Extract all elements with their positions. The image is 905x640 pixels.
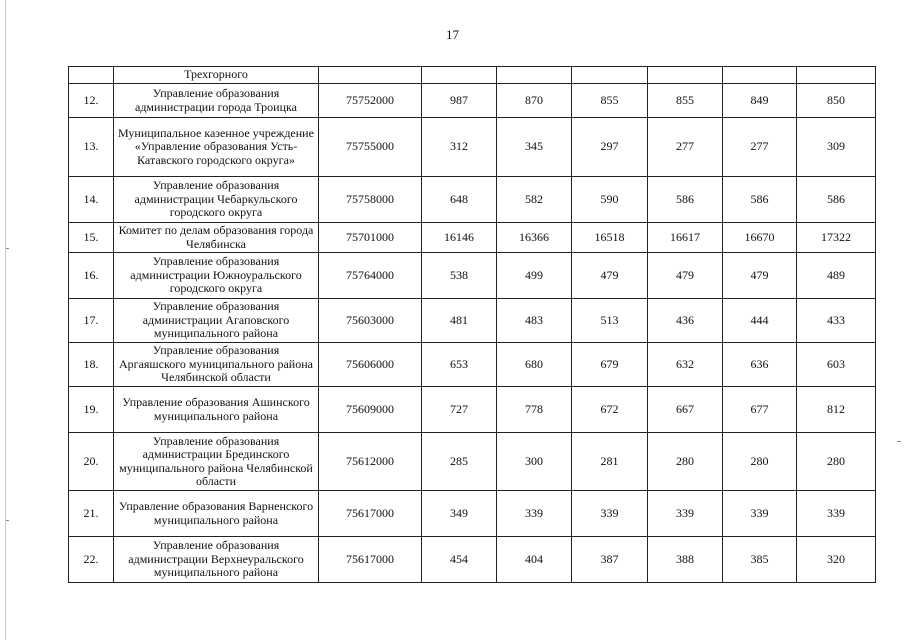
value-cell-v2: 339 [497, 491, 572, 537]
table-row [69, 67, 876, 84]
organization-name-cell: Управление образования администрации Верхнеуральского муниципального района [114, 537, 319, 583]
organization-name-cell: Трехгорного [114, 67, 319, 84]
value-cell-v6: 489 [797, 253, 876, 299]
organization-name-cell: Управление образования администрации города Троицка [114, 84, 319, 118]
organization-name-cell: Управление образования администрации Южноуральского городского округа [114, 253, 319, 299]
organization-name-cell: Управление образования Аргаяшского муниципального района Челябинской области [114, 343, 319, 387]
value-cell-v3: 672 [572, 387, 648, 433]
value-cell-v1: 538 [422, 253, 497, 299]
table-row [69, 433, 876, 491]
table-row [69, 387, 876, 433]
table-row [69, 118, 876, 177]
organization-name-cell: Управление образования Ашинского муниципального района [114, 387, 319, 433]
value-cell-v5: 586 [723, 177, 797, 223]
scan-mark [6, 248, 9, 249]
row-number-cell: 16. [69, 253, 114, 299]
value-cell-v2: 870 [497, 84, 572, 118]
value-cell-v1: 727 [422, 387, 497, 433]
value-cell-v4: 16617 [648, 223, 723, 253]
table-body [69, 67, 876, 583]
row-number-cell: 18. [69, 343, 114, 387]
value-cell-v5: 385 [723, 537, 797, 583]
table-row [69, 491, 876, 537]
value-cell-v3 [572, 67, 648, 84]
value-cell-v6 [797, 67, 876, 84]
row-number-cell: 14. [69, 177, 114, 223]
oktmo-code-cell [319, 67, 422, 84]
value-cell-v1: 987 [422, 84, 497, 118]
value-cell-v5: 479 [723, 253, 797, 299]
oktmo-code-cell: 75617000 [319, 537, 422, 583]
value-cell-v2: 345 [497, 118, 572, 177]
value-cell-v1: 454 [422, 537, 497, 583]
row-number-cell: 21. [69, 491, 114, 537]
oktmo-code-cell: 75609000 [319, 387, 422, 433]
value-cell-v6: 280 [797, 433, 876, 491]
value-cell-v4: 280 [648, 433, 723, 491]
value-cell-v1 [422, 67, 497, 84]
value-cell-v6: 812 [797, 387, 876, 433]
oktmo-code-cell: 75603000 [319, 299, 422, 343]
value-cell-v6: 17322 [797, 223, 876, 253]
value-cell-v1: 285 [422, 433, 497, 491]
value-cell-v4: 436 [648, 299, 723, 343]
oktmo-code-cell: 75752000 [319, 84, 422, 118]
value-cell-v5: 277 [723, 118, 797, 177]
table-row [69, 537, 876, 583]
value-cell-v4: 339 [648, 491, 723, 537]
row-number-cell: 22. [69, 537, 114, 583]
table-row [69, 177, 876, 223]
row-number-cell: 19. [69, 387, 114, 433]
value-cell-v2 [497, 67, 572, 84]
value-cell-v4: 479 [648, 253, 723, 299]
value-cell-v6: 320 [797, 537, 876, 583]
scan-mark [6, 520, 9, 521]
value-cell-v5 [723, 67, 797, 84]
value-cell-v1: 653 [422, 343, 497, 387]
organization-name-cell: Управление образования администрации Чебаркульского городского округа [114, 177, 319, 223]
value-cell-v1: 481 [422, 299, 497, 343]
value-cell-v3: 387 [572, 537, 648, 583]
value-cell-v1: 648 [422, 177, 497, 223]
organization-name-cell: Управление образования администрации Агаповского муниципального района [114, 299, 319, 343]
value-cell-v6: 603 [797, 343, 876, 387]
value-cell-v2: 404 [497, 537, 572, 583]
value-cell-v5: 16670 [723, 223, 797, 253]
value-cell-v6: 850 [797, 84, 876, 118]
organization-name-cell: Управление образования Варненского муниципального района [114, 491, 319, 537]
value-cell-v1: 349 [422, 491, 497, 537]
oktmo-code-cell: 75755000 [319, 118, 422, 177]
value-cell-v2: 680 [497, 343, 572, 387]
value-cell-v3: 297 [572, 118, 648, 177]
value-cell-v4: 277 [648, 118, 723, 177]
scan-mark [897, 441, 901, 442]
row-number-cell: 15. [69, 223, 114, 253]
value-cell-v3: 513 [572, 299, 648, 343]
value-cell-v6: 433 [797, 299, 876, 343]
table-row [69, 84, 876, 118]
page-number: 17 [446, 27, 459, 42]
scan-left-edge [5, 0, 6, 640]
value-cell-v1: 312 [422, 118, 497, 177]
value-cell-v3: 479 [572, 253, 648, 299]
value-cell-v5: 636 [723, 343, 797, 387]
value-cell-v5: 339 [723, 491, 797, 537]
table-row [69, 299, 876, 343]
value-cell-v3: 855 [572, 84, 648, 118]
oktmo-code-cell: 75701000 [319, 223, 422, 253]
value-cell-v3: 16518 [572, 223, 648, 253]
value-cell-v2: 582 [497, 177, 572, 223]
value-cell-v6: 309 [797, 118, 876, 177]
value-cell-v1: 16146 [422, 223, 497, 253]
row-number-cell: 12. [69, 84, 114, 118]
value-cell-v5: 280 [723, 433, 797, 491]
oktmo-code-cell: 75612000 [319, 433, 422, 491]
value-cell-v5: 677 [723, 387, 797, 433]
row-number-cell: 13. [69, 118, 114, 177]
data-table [68, 66, 876, 583]
value-cell-v4: 667 [648, 387, 723, 433]
value-cell-v3: 590 [572, 177, 648, 223]
value-cell-v2: 483 [497, 299, 572, 343]
row-number-cell: 17. [69, 299, 114, 343]
row-number-cell: 20. [69, 433, 114, 491]
oktmo-code-cell: 75758000 [319, 177, 422, 223]
organization-name-cell: Муниципальное казенное учреждение «Управление образования Усть-Катавского городского округа» [114, 118, 319, 177]
table-row [69, 253, 876, 299]
value-cell-v4: 632 [648, 343, 723, 387]
organization-name-cell: Управление образования администрации Брединского муниципального района Челябинской области [114, 433, 319, 491]
value-cell-v4: 586 [648, 177, 723, 223]
value-cell-v5: 849 [723, 84, 797, 118]
organization-name-cell: Комитет по делам образования города Челябинска [114, 223, 319, 253]
value-cell-v6: 339 [797, 491, 876, 537]
value-cell-v2: 778 [497, 387, 572, 433]
value-cell-v3: 679 [572, 343, 648, 387]
value-cell-v4 [648, 67, 723, 84]
value-cell-v5: 444 [723, 299, 797, 343]
oktmo-code-cell: 75764000 [319, 253, 422, 299]
value-cell-v3: 281 [572, 433, 648, 491]
value-cell-v2: 300 [497, 433, 572, 491]
value-cell-v2: 499 [497, 253, 572, 299]
table-row [69, 223, 876, 253]
table-row [69, 343, 876, 387]
value-cell-v2: 16366 [497, 223, 572, 253]
value-cell-v4: 388 [648, 537, 723, 583]
oktmo-code-cell: 75617000 [319, 491, 422, 537]
value-cell-v6: 586 [797, 177, 876, 223]
row-number-cell [69, 67, 114, 84]
value-cell-v4: 855 [648, 84, 723, 118]
value-cell-v3: 339 [572, 491, 648, 537]
oktmo-code-cell: 75606000 [319, 343, 422, 387]
